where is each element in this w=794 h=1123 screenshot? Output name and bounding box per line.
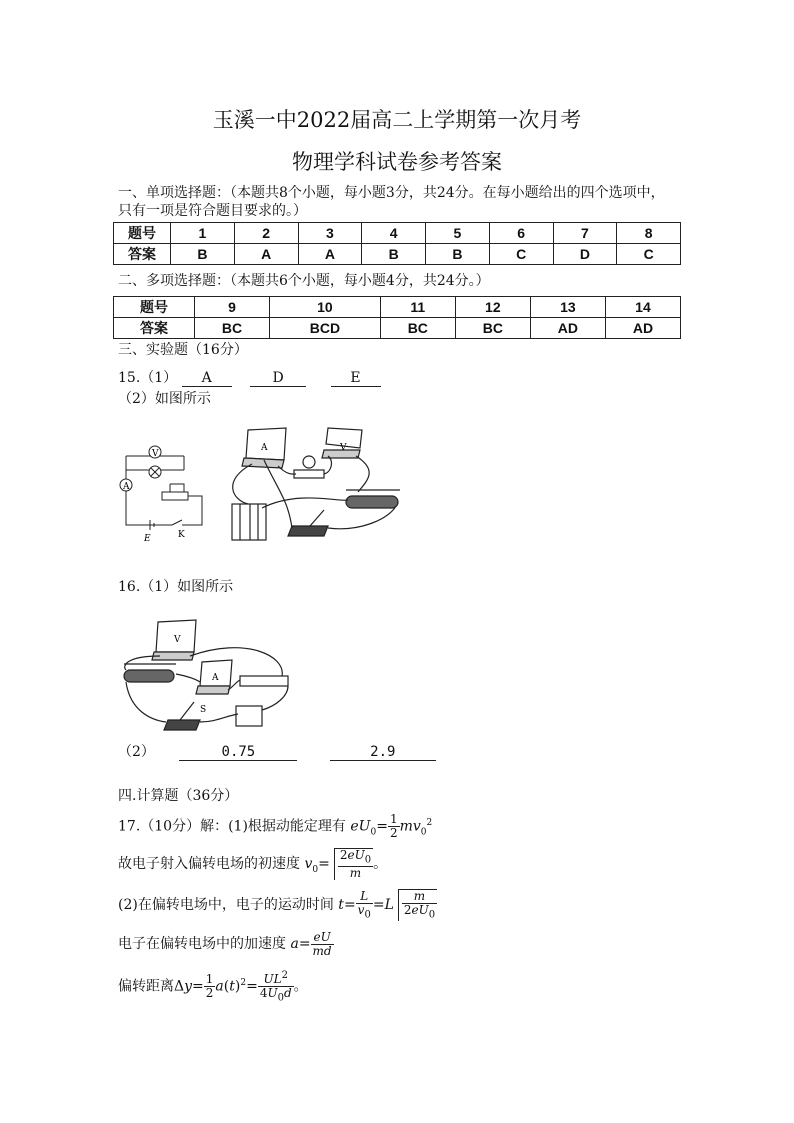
question-number: 4 bbox=[362, 223, 426, 244]
question-number: 14 bbox=[605, 297, 680, 318]
switch-device-label: S bbox=[200, 705, 207, 715]
q15-part1 bbox=[118, 369, 381, 387]
q15-part2: （2）如图所示 bbox=[118, 391, 211, 407]
q17-intro: 17.（10分）解：(1)根据动能定理有 bbox=[118, 818, 346, 835]
switch-base bbox=[164, 720, 200, 730]
switch-lever bbox=[172, 520, 182, 525]
switch-knife bbox=[180, 702, 194, 720]
question-number: 12 bbox=[455, 297, 530, 318]
section4-heading: 四.计算题（36分） bbox=[118, 788, 239, 804]
answer-cell: BC bbox=[455, 318, 530, 339]
q16-blank-2: 2.9 bbox=[330, 745, 436, 761]
q16-part2 bbox=[118, 743, 436, 761]
wire bbox=[176, 674, 200, 682]
ammeter-device-label: A bbox=[261, 443, 268, 453]
multiple-choice-table bbox=[113, 296, 681, 339]
answer-cell: A bbox=[234, 244, 298, 265]
q16-label: 16.（1）如图所示 bbox=[118, 579, 234, 595]
section2-heading: 二、多项选择题：（本题共6个小题，每小题4分，共24分。） bbox=[118, 273, 490, 289]
circuit-schematic bbox=[112, 440, 212, 545]
table-row bbox=[114, 297, 681, 318]
q17-line-2: 故电子射入偏转电场的初速度 $v_0=$ $\frac{2eU_0}{m}$ 。 bbox=[118, 848, 388, 881]
section1-heading-1: 一、单项选择题：（本题共8个小题，每小题3分，共24分。在每小题给出的四个选项中， bbox=[118, 185, 665, 201]
q15-label: 15.（1） bbox=[118, 370, 178, 386]
row-label: 题号 bbox=[114, 297, 195, 318]
answer-cell: AD bbox=[530, 318, 605, 339]
answer-cell: B bbox=[362, 244, 426, 265]
question-number: 2 bbox=[234, 223, 298, 244]
q17-line3-text: (2)在偏转电场中，电子的运动时间 bbox=[118, 897, 334, 914]
q16-part2-label: （2） bbox=[118, 744, 155, 760]
q15-blank-3: E bbox=[331, 371, 381, 387]
table-row bbox=[114, 318, 681, 339]
wiring-diagram-16 bbox=[116, 616, 300, 736]
voltmeter-device-label: V bbox=[340, 443, 347, 453]
answer-cell: C bbox=[489, 244, 553, 265]
ammeter-base bbox=[196, 686, 230, 694]
wire bbox=[324, 456, 331, 474]
answer-cell: B bbox=[426, 244, 490, 265]
answer-cell: D bbox=[553, 244, 617, 265]
answer-cell: B bbox=[171, 244, 235, 265]
wire bbox=[126, 682, 166, 722]
q16-blank-1: 0.75 bbox=[179, 745, 297, 761]
q17-line-4: 电子在偏转电场中的加速度 a= $\frac{eU}{md}$ bbox=[118, 929, 332, 958]
question-number: 7 bbox=[553, 223, 617, 244]
switch-label: K bbox=[178, 530, 185, 540]
voltmeter-device-label: V bbox=[174, 635, 181, 645]
section3-heading: 三、实验题（16分） bbox=[118, 342, 248, 358]
title-line-2: 物理学科试卷参考答案 bbox=[292, 150, 502, 174]
question-number: 9 bbox=[195, 297, 270, 318]
q17-line-3: (2)在偏转电场中，电子的运动时间 t= $\frac{L}{v_0}$ =L $\frac{m}{2eU_0}$ bbox=[118, 888, 436, 921]
row-label: 答案 bbox=[114, 244, 171, 265]
table-row bbox=[114, 223, 681, 244]
row-label: 题号 bbox=[114, 223, 171, 244]
q17-line-5: 偏转距离Δy= $\frac{1}{2}$ $a(t)^2=$ $\frac{UL^2}{4U_0d}$ 。 bbox=[118, 969, 308, 1004]
wire bbox=[126, 456, 172, 525]
wire bbox=[356, 456, 369, 492]
ammeter-device-label: A bbox=[212, 673, 219, 683]
rheostat-slider bbox=[170, 484, 184, 492]
rheostat-device bbox=[124, 670, 174, 682]
period: 。 bbox=[293, 978, 308, 995]
emf-label: E bbox=[144, 534, 151, 544]
rheostat-device bbox=[346, 496, 398, 508]
q17-line4-text: 电子在偏转电场中的加速度 bbox=[118, 936, 286, 952]
q15-blank-2: D bbox=[250, 371, 306, 387]
q17-line5-text: 偏转距离Δ bbox=[118, 978, 185, 995]
table-row bbox=[114, 244, 681, 265]
resistor-device bbox=[240, 676, 288, 686]
wire bbox=[233, 464, 252, 504]
question-number: 1 bbox=[171, 223, 235, 244]
wire bbox=[262, 498, 348, 508]
answer-cell: C bbox=[617, 244, 681, 265]
rheostat-symbol bbox=[162, 492, 188, 500]
period: 。 bbox=[373, 856, 388, 873]
q17-line2-text: 故电子射入偏转电场的初速度 bbox=[118, 856, 300, 873]
section1-heading-2: 只有一项是符合题目要求的。） bbox=[118, 203, 307, 219]
question-number: 5 bbox=[426, 223, 490, 244]
wire bbox=[328, 506, 396, 529]
wire bbox=[200, 714, 238, 722]
answer-cell: A bbox=[298, 244, 362, 265]
answer-cell: AD bbox=[605, 318, 680, 339]
question-number: 13 bbox=[530, 297, 605, 318]
question-number: 10 bbox=[270, 297, 381, 318]
battery-device bbox=[236, 706, 262, 726]
answer-cell: BC bbox=[380, 318, 455, 339]
q15-blank-1: A bbox=[182, 371, 232, 387]
single-choice-table bbox=[113, 222, 681, 265]
row-label: 答案 bbox=[114, 318, 195, 339]
answer-cell: BCD bbox=[270, 318, 381, 339]
wire bbox=[264, 460, 292, 528]
answer-cell: BC bbox=[195, 318, 270, 339]
bulb-device bbox=[303, 456, 315, 468]
title-line-1: 玉溪一中2022届高二上学期第一次月考 bbox=[212, 108, 582, 132]
question-number: 6 bbox=[489, 223, 553, 244]
voltmeter-label: V bbox=[152, 449, 159, 459]
ammeter-label: A bbox=[123, 482, 130, 492]
question-number: 3 bbox=[298, 223, 362, 244]
switch-base bbox=[288, 526, 328, 536]
q17-line-1: 17.（10分）解：(1)根据动能定理有 $eU_0=$ $\frac{1}{2}$ $mv_0^2$ bbox=[118, 812, 433, 841]
bulb-socket bbox=[294, 470, 324, 478]
switch-knife bbox=[310, 510, 324, 526]
question-number: 11 bbox=[380, 297, 455, 318]
question-number: 8 bbox=[617, 223, 681, 244]
wiring-diagram-15 bbox=[228, 420, 416, 548]
battery-device bbox=[232, 504, 266, 540]
wire bbox=[262, 686, 288, 710]
